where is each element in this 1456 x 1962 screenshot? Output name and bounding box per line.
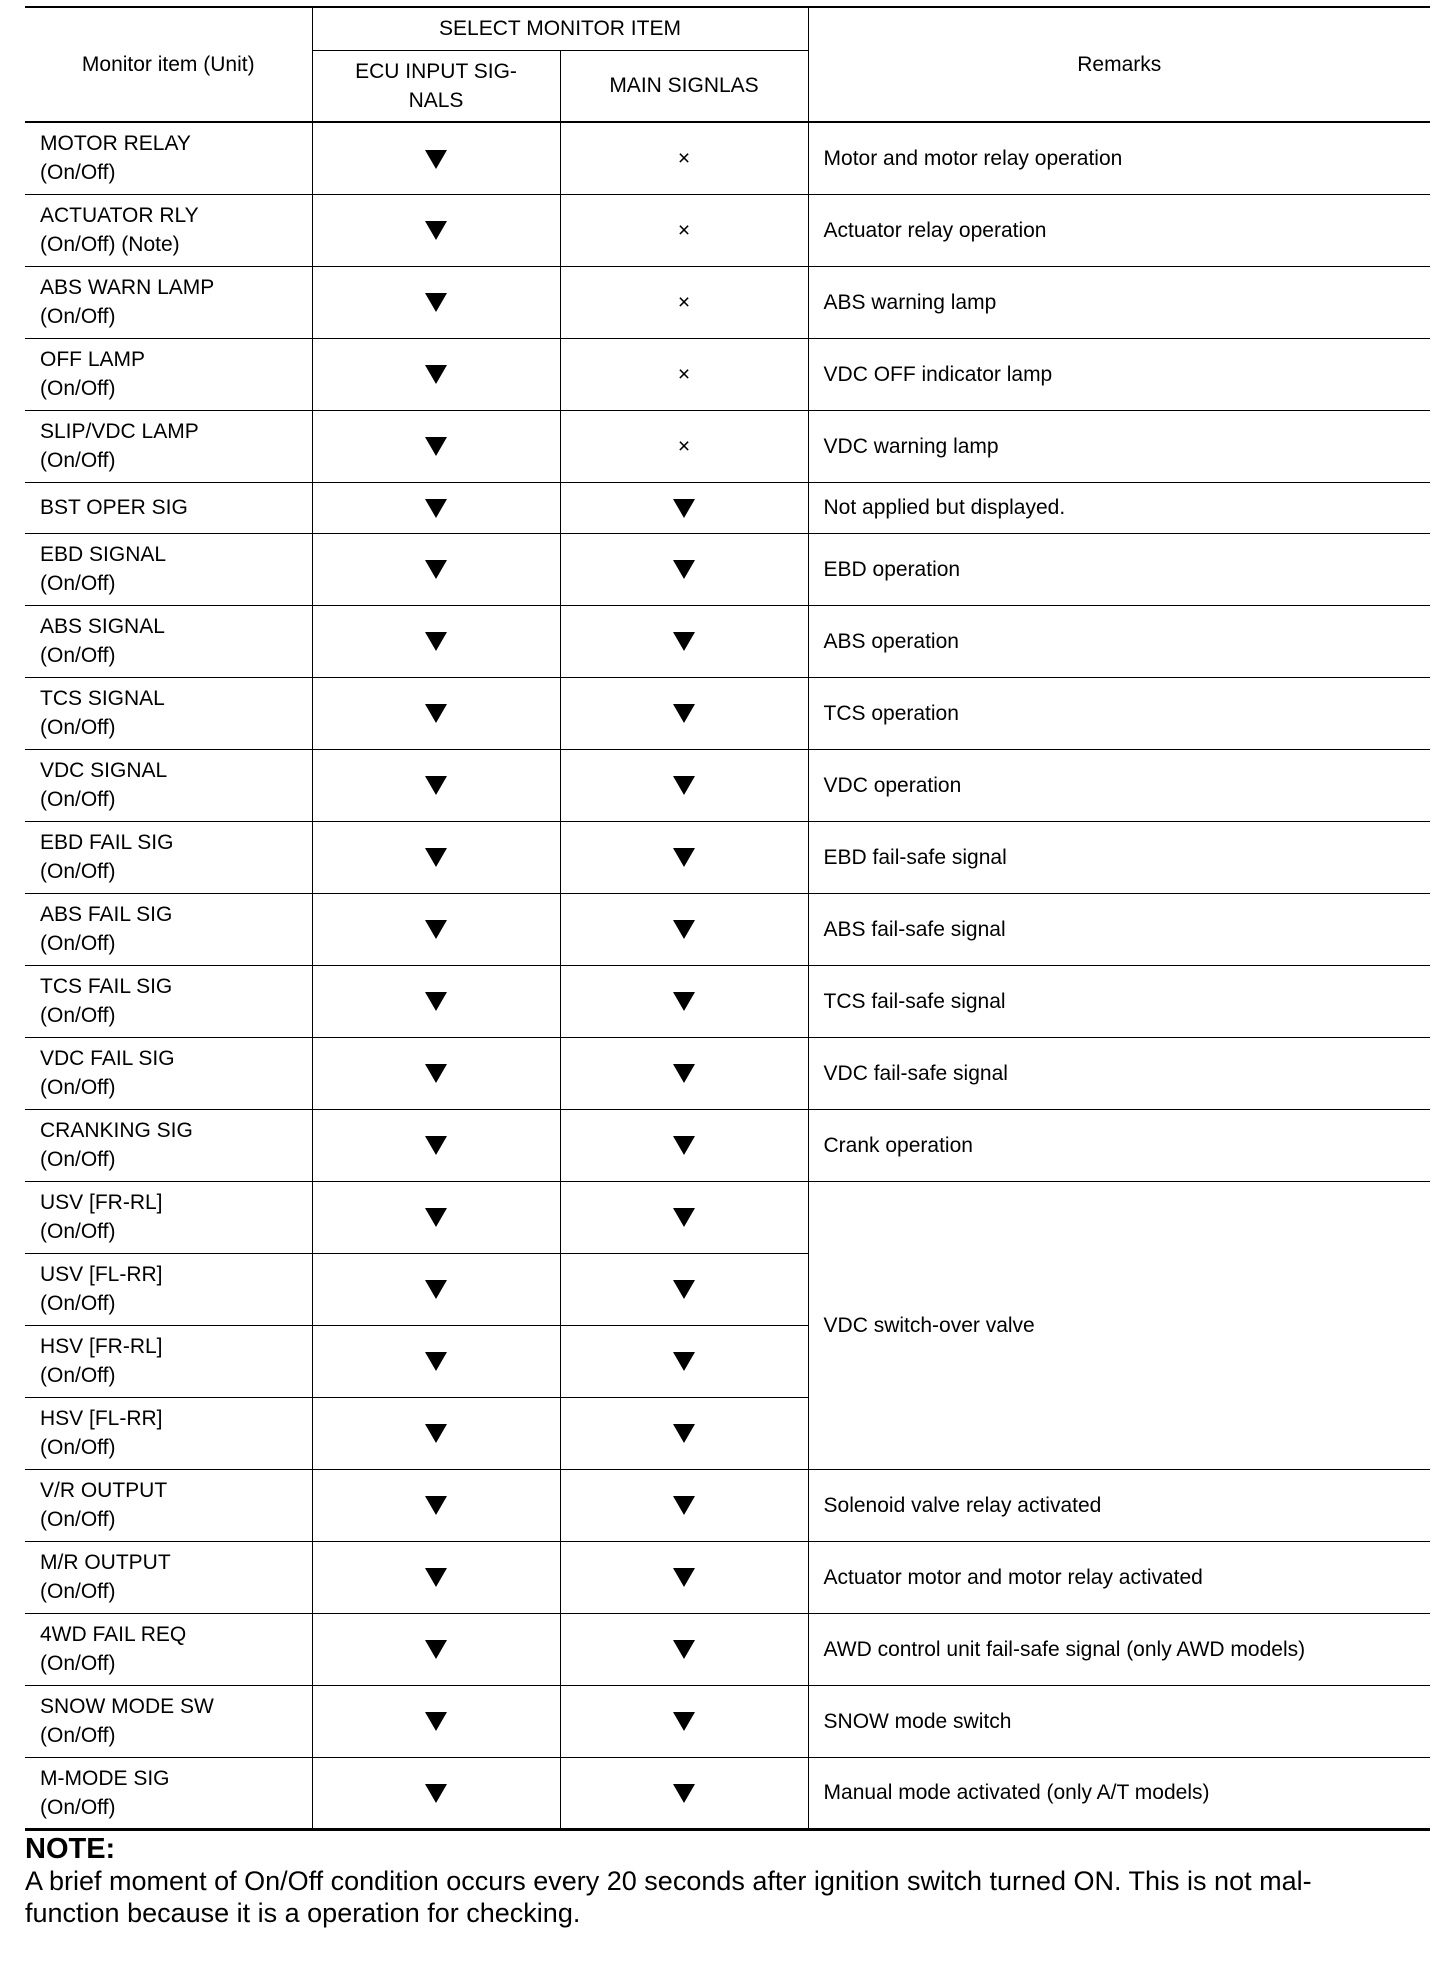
- main-signal-cell: [560, 1757, 808, 1829]
- ecu-input-cell: [312, 1181, 560, 1253]
- ecu-input-cell: [312, 605, 560, 677]
- monitor-item-cell: [25, 1181, 312, 1253]
- triangle-down-icon: [673, 1640, 695, 1659]
- monitor-item-unit: (On/Off): [40, 932, 116, 955]
- monitor-item-name: SLIP/VDC LAMP: [40, 420, 199, 443]
- note-text-line1: A brief moment of On/Off condition occurs every 20 seconds after ignition switch turned ON. This is not mal-: [25, 1865, 1312, 1896]
- ecu-input-cell: [312, 1109, 560, 1181]
- remark-cell: Manual mode activated (only A/T models): [808, 1757, 1430, 1829]
- triangle-down-icon: [425, 499, 447, 518]
- monitor-item-unit: (On/Off): [40, 1220, 116, 1243]
- triangle-down-icon: [673, 1568, 695, 1587]
- table-row: [25, 749, 1430, 821]
- triangle-down-icon: [673, 560, 695, 579]
- main-signal-cell: [560, 1541, 808, 1613]
- monitor-item-name: ABS SIGNAL: [40, 615, 165, 638]
- triangle-down-icon: [425, 992, 447, 1011]
- main-signal-cell: [560, 821, 808, 893]
- triangle-down-icon: [425, 1640, 447, 1659]
- triangle-down-icon: [425, 1280, 447, 1299]
- remark-cell: Actuator motor and motor relay activated: [808, 1541, 1430, 1613]
- monitor-item-name: HSV [FL-RR]: [40, 1407, 163, 1430]
- monitor-item-unit: (On/Off): [40, 1076, 116, 1099]
- monitor-item-unit: (On/Off): [40, 1652, 116, 1675]
- triangle-down-icon: [425, 1712, 447, 1731]
- triangle-down-icon: [425, 150, 447, 169]
- monitor-item-name: HSV [FR-RL]: [40, 1335, 163, 1358]
- header-select-monitor-item: SELECT MONITOR ITEM: [312, 7, 808, 50]
- ecu-input-cell: [312, 194, 560, 266]
- remark-cell: Actuator relay operation: [808, 194, 1430, 266]
- main-signal-cell: [560, 533, 808, 605]
- monitor-item-name: ABS WARN LAMP: [40, 276, 215, 299]
- monitor-item-cell: [25, 1757, 312, 1829]
- ecu-input-cell: [312, 1685, 560, 1757]
- triangle-down-icon: [673, 920, 695, 939]
- cross-mark-icon: ×: [677, 146, 691, 170]
- monitor-item-name: MOTOR RELAY: [40, 132, 191, 156]
- triangle-down-icon: [425, 437, 447, 456]
- monitor-item-name: TCS FAIL SIG: [40, 975, 173, 998]
- ecu-input-cell: [312, 1397, 560, 1469]
- main-signal-cell: [560, 749, 808, 821]
- ecu-input-cell: [312, 1541, 560, 1613]
- monitor-item-unit: (On/Off): [40, 1724, 116, 1747]
- monitor-item-name: USV [FL-RR]: [40, 1263, 163, 1286]
- main-signal-cell: [560, 410, 808, 482]
- triangle-down-icon: [673, 704, 695, 723]
- monitor-item-unit: (On/Off): [40, 377, 116, 400]
- main-signal-cell: [560, 194, 808, 266]
- ecu-input-cell: [312, 266, 560, 338]
- monitor-item-cell: [25, 482, 312, 533]
- triangle-down-icon: [425, 1784, 447, 1803]
- remark-cell: EBD operation: [808, 533, 1430, 605]
- remark-cell: VDC fail-safe signal: [808, 1037, 1430, 1109]
- triangle-down-icon: [673, 848, 695, 867]
- main-signal-cell: [560, 605, 808, 677]
- monitor-item-name: V/R OUTPUT: [40, 1479, 168, 1502]
- monitor-item-cell: [25, 821, 312, 893]
- remark-cell: VDC OFF indicator lamp: [808, 338, 1430, 410]
- monitor-item-name: USV [FR-RL]: [40, 1191, 163, 1214]
- monitor-item-name: EBD SIGNAL: [40, 543, 167, 566]
- monitor-item-name: VDC SIGNAL: [40, 759, 168, 782]
- triangle-down-icon: [425, 1208, 447, 1227]
- ecu-input-cell: [312, 1037, 560, 1109]
- ecu-input-cell: [312, 1613, 560, 1685]
- triangle-down-icon: [673, 1136, 695, 1155]
- table-row: [25, 533, 1430, 605]
- table-row: [25, 1037, 1430, 1109]
- monitor-item-cell: [25, 677, 312, 749]
- remark-cell: Crank operation: [808, 1109, 1430, 1181]
- triangle-down-icon: [673, 1208, 695, 1227]
- table-header: [25, 7, 1430, 122]
- table-row: [25, 338, 1430, 410]
- remark-cell: VDC switch-over valve: [808, 1181, 1430, 1469]
- monitor-item-cell: [25, 1685, 312, 1757]
- table-row: [25, 1757, 1430, 1829]
- remark-cell: Motor and motor relay operation: [808, 122, 1430, 194]
- main-signal-cell: [560, 1325, 808, 1397]
- main-signal-cell: [560, 1253, 808, 1325]
- remark-cell: VDC warning lamp: [808, 410, 1430, 482]
- table-row: [25, 605, 1430, 677]
- triangle-down-icon: [425, 1424, 447, 1443]
- monitor-item-name: 4WD FAIL REQ: [40, 1623, 187, 1646]
- header-ecu-line2: NALS: [408, 88, 464, 112]
- ecu-input-cell: [312, 533, 560, 605]
- monitor-item-cell: [25, 410, 312, 482]
- header-ecu-line1: ECU INPUT SIG-: [355, 59, 517, 83]
- main-signal-cell: [560, 1181, 808, 1253]
- triangle-down-icon: [425, 704, 447, 723]
- monitor-item-cell: [25, 749, 312, 821]
- ecu-input-cell: [312, 893, 560, 965]
- main-signal-cell: [560, 965, 808, 1037]
- remark-cell: Solenoid valve relay activated: [808, 1469, 1430, 1541]
- triangle-down-icon: [673, 1424, 695, 1443]
- monitor-item-name: CRANKING SIG: [40, 1119, 193, 1142]
- main-signal-cell: [560, 266, 808, 338]
- main-signal-cell: [560, 1109, 808, 1181]
- table-row: [25, 1541, 1430, 1613]
- header-monitor-item: Monitor item (Unit): [25, 7, 312, 122]
- triangle-down-icon: [673, 1280, 695, 1299]
- triangle-down-icon: [673, 1496, 695, 1515]
- table-row: [25, 1181, 1430, 1253]
- triangle-down-icon: [673, 499, 695, 518]
- triangle-down-icon: [425, 1568, 447, 1587]
- table-row: [25, 410, 1430, 482]
- main-signal-cell: [560, 1037, 808, 1109]
- main-signal-cell: [560, 122, 808, 194]
- main-signal-cell: [560, 1397, 808, 1469]
- monitor-item-cell: [25, 1613, 312, 1685]
- note-text-line2: function because it is a operation for checking.: [25, 1897, 581, 1928]
- ecu-input-cell: [312, 749, 560, 821]
- triangle-down-icon: [673, 992, 695, 1011]
- main-signal-cell: [560, 677, 808, 749]
- triangle-down-icon: [673, 1064, 695, 1083]
- ecu-input-cell: [312, 1325, 560, 1397]
- cross-mark-icon: ×: [677, 434, 691, 458]
- monitor-item-cell: [25, 533, 312, 605]
- monitor-item-cell: [25, 1325, 312, 1397]
- triangle-down-icon: [673, 1712, 695, 1731]
- monitor-item-unit: (On/Off): [40, 1508, 116, 1531]
- triangle-down-icon: [425, 632, 447, 651]
- ecu-input-cell: [312, 482, 560, 533]
- table-row: [25, 821, 1430, 893]
- cross-mark-icon: ×: [677, 218, 691, 242]
- ecu-input-cell: [312, 122, 560, 194]
- remark-cell: ABS warning lamp: [808, 266, 1430, 338]
- monitor-item-name: OFF LAMP: [40, 348, 146, 371]
- ecu-input-cell: [312, 410, 560, 482]
- ecu-input-cell: [312, 821, 560, 893]
- monitor-item-cell: [25, 1469, 312, 1541]
- table-row: [25, 1469, 1430, 1541]
- table-row: [25, 1613, 1430, 1685]
- monitor-item-unit: (On/Off): [40, 860, 116, 883]
- remark-cell: SNOW mode switch: [808, 1685, 1430, 1757]
- table-row: [25, 482, 1430, 533]
- note-section: [25, 1833, 1430, 1929]
- ecu-input-cell: [312, 677, 560, 749]
- table-row: [25, 1109, 1430, 1181]
- monitor-item-cell: [25, 1541, 312, 1613]
- monitor-item-name: M-MODE SIG: [40, 1766, 170, 1790]
- remark-cell: ABS operation: [808, 605, 1430, 677]
- table-body: [25, 122, 1430, 1829]
- table-row: [25, 122, 1430, 194]
- main-signal-cell: [560, 1469, 808, 1541]
- cross-mark-icon: ×: [677, 362, 691, 386]
- monitor-item-cell: [25, 1253, 312, 1325]
- triangle-down-icon: [425, 560, 447, 579]
- remark-cell: VDC operation: [808, 749, 1430, 821]
- table-row: [25, 965, 1430, 1037]
- monitor-item-unit: (On/Off): [40, 1364, 116, 1387]
- monitor-item-unit: (On/Off): [40, 644, 116, 667]
- monitor-item-cell: [25, 1397, 312, 1469]
- table-row: [25, 1685, 1430, 1757]
- triangle-down-icon: [425, 293, 447, 312]
- cross-mark-icon: ×: [677, 290, 691, 314]
- monitor-item-unit: (On/Off): [40, 1148, 116, 1171]
- monitor-item-document: [25, 6, 1430, 1929]
- triangle-down-icon: [425, 1064, 447, 1083]
- main-signal-cell: [560, 482, 808, 533]
- ecu-input-cell: [312, 1253, 560, 1325]
- main-signal-cell: [560, 1613, 808, 1685]
- triangle-down-icon: [425, 1496, 447, 1515]
- monitor-item-unit: (On/Off): [40, 161, 116, 185]
- ecu-input-cell: [312, 1469, 560, 1541]
- triangle-down-icon: [425, 1352, 447, 1371]
- monitor-item-unit: (On/Off): [40, 1004, 116, 1027]
- monitor-item-name: EBD FAIL SIG: [40, 831, 174, 854]
- table-row: [25, 677, 1430, 749]
- note-title: NOTE:: [25, 1832, 116, 1865]
- monitor-item-unit: (On/Off): [40, 572, 116, 595]
- ecu-input-cell: [312, 965, 560, 1037]
- triangle-down-icon: [673, 1784, 695, 1803]
- monitor-item-cell: [25, 1109, 312, 1181]
- monitor-item-name: TCS SIGNAL: [40, 687, 165, 710]
- header-ecu-input-signals: [312, 50, 560, 122]
- monitor-item-unit: (On/Off): [40, 788, 116, 811]
- triangle-down-icon: [673, 1352, 695, 1371]
- header-remarks: Remarks: [808, 7, 1430, 122]
- triangle-down-icon: [425, 365, 447, 384]
- triangle-down-icon: [425, 776, 447, 795]
- triangle-down-icon: [673, 776, 695, 795]
- remark-cell: EBD fail-safe signal: [808, 821, 1430, 893]
- monitor-item-unit: (On/Off) (Note): [40, 233, 180, 256]
- monitor-item-cell: [25, 266, 312, 338]
- monitor-item-unit: (On/Off): [40, 305, 116, 328]
- header-main-signals: MAIN SIGNLAS: [560, 50, 808, 122]
- monitor-item-cell: [25, 1037, 312, 1109]
- triangle-down-icon: [425, 221, 447, 240]
- monitor-item-name: VDC FAIL SIG: [40, 1047, 175, 1070]
- remark-cell: AWD control unit fail-safe signal (only AWD models): [808, 1613, 1430, 1685]
- triangle-down-icon: [425, 848, 447, 867]
- monitor-item-cell: [25, 965, 312, 1037]
- monitor-item-name: M/R OUTPUT: [40, 1551, 171, 1574]
- monitor-item-cell: [25, 605, 312, 677]
- monitor-item-unit: (On/Off): [40, 1580, 116, 1603]
- triangle-down-icon: [425, 1136, 447, 1155]
- remark-cell: TCS fail-safe signal: [808, 965, 1430, 1037]
- monitor-item-name: ACTUATOR RLY: [40, 204, 199, 227]
- monitor-item-name: BST OPER SIG: [40, 496, 188, 519]
- remark-cell: ABS fail-safe signal: [808, 893, 1430, 965]
- main-signal-cell: [560, 893, 808, 965]
- monitor-item-unit: (On/Off): [40, 449, 116, 472]
- monitor-item-unit: (On/Off): [40, 1436, 116, 1459]
- monitor-item-table: [25, 6, 1430, 1831]
- monitor-item-cell: [25, 194, 312, 266]
- ecu-input-cell: [312, 338, 560, 410]
- remark-cell: Not applied but displayed.: [808, 482, 1430, 533]
- monitor-item-unit: (On/Off): [40, 716, 116, 739]
- remark-cell: TCS operation: [808, 677, 1430, 749]
- monitor-item-name: SNOW MODE SW: [40, 1695, 214, 1718]
- triangle-down-icon: [425, 920, 447, 939]
- ecu-input-cell: [312, 1757, 560, 1829]
- table-row: [25, 266, 1430, 338]
- monitor-item-cell: [25, 338, 312, 410]
- monitor-item-unit: (On/Off): [40, 1795, 116, 1819]
- monitor-item-unit: (On/Off): [40, 1292, 116, 1315]
- monitor-item-name: ABS FAIL SIG: [40, 903, 173, 926]
- table-row: [25, 893, 1430, 965]
- monitor-item-cell: [25, 893, 312, 965]
- main-signal-cell: [560, 1685, 808, 1757]
- triangle-down-icon: [673, 632, 695, 651]
- main-signal-cell: [560, 338, 808, 410]
- monitor-item-cell: [25, 122, 312, 194]
- table-row: [25, 194, 1430, 266]
